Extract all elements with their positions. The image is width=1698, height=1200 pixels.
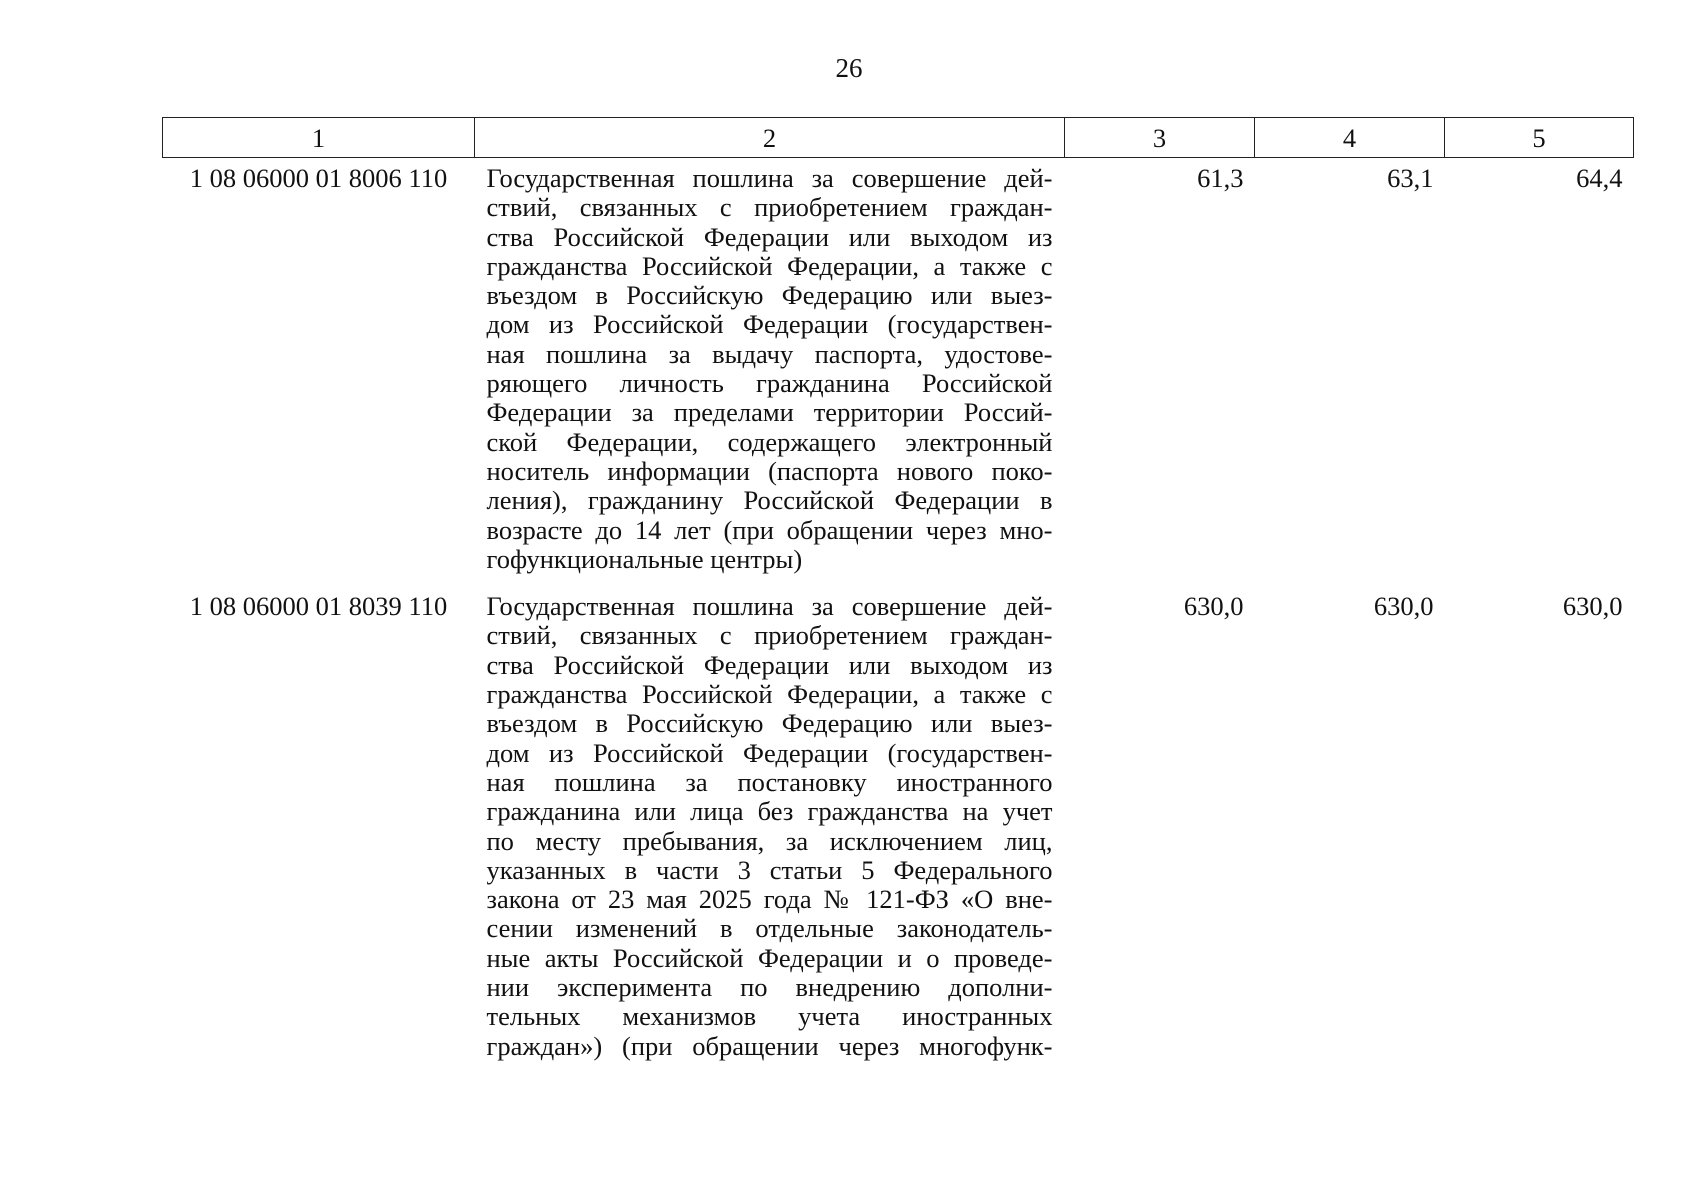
table-header-row <box>163 118 1634 158</box>
description-line: дом из Российской Федерации (государствен- <box>486 309 1053 340</box>
description-line: указанных в части 3 статьи 5 Федерального <box>486 854 1053 885</box>
description-line: возрасте до 14 лет (при обращении через мно- <box>486 514 1053 545</box>
description-line: гражданина или лица без гражданства на учет <box>486 796 1053 827</box>
description-line: ряющего личность гражданина Российской <box>486 368 1053 399</box>
table-row <box>163 158 1634 587</box>
description-line: ствий, связанных с приобретением граждан- <box>486 620 1053 651</box>
value-col-4: 630,0 <box>1373 591 1434 622</box>
value-col-5: 630,0 <box>1562 591 1623 622</box>
description-line: закона от 23 мая 2025 года № 121-ФЗ «О вне- <box>486 884 1053 915</box>
value-col-4: 63,1 <box>1387 163 1434 193</box>
description-line: въездом в Российскую Федерацию или выез- <box>486 708 1053 739</box>
row-description <box>475 158 1065 587</box>
budget-table <box>162 117 1634 1061</box>
column-header-5: 5 <box>1445 118 1634 158</box>
table-row <box>163 586 1634 1061</box>
column-header-4: 4 <box>1255 118 1445 158</box>
page-number: 26 <box>835 53 863 83</box>
description-line: ная пошлина за постановку иностранного <box>486 766 1053 797</box>
description-line: гражданства Российской Федерации, а также с <box>486 250 1053 281</box>
row-description <box>475 586 1065 1061</box>
value-col-3: 630,0 <box>1183 591 1244 622</box>
description-line: ства Российской Федерации или выходом из <box>486 649 1053 680</box>
description-line: Федерации за пределами территории Россий- <box>486 397 1053 428</box>
description-line: Государственная пошлина за совершение дей- <box>486 591 1053 622</box>
budget-code: 1 08 06000 01 8039 110 <box>189 591 448 622</box>
description-line: тельных механизмов учета иностранных <box>486 1001 1053 1032</box>
description-line: граждан») (при обращении через многофунк- <box>486 1030 1053 1061</box>
description-line: ная пошлина за выдачу паспорта, удостове- <box>486 338 1053 369</box>
description-line: гражданства Российской Федерации, а также с <box>486 679 1053 710</box>
column-header-3: 3 <box>1065 118 1255 158</box>
description-line: нии эксперимента по внедрению дополни- <box>486 972 1053 1003</box>
description-line: ления), гражданину Российской Федерации в <box>486 485 1053 516</box>
description-line: сении изменений в отдельные законодатель- <box>486 913 1053 944</box>
description-line: по месту пребывания, за исключением лиц, <box>486 825 1053 856</box>
column-header-2: 2 <box>475 118 1065 158</box>
description-line: ской Федерации, содержащего электронный <box>486 426 1053 457</box>
description-line: ствий, связанных с приобретением граждан- <box>486 192 1053 223</box>
description-line: дом из Российской Федерации (государствен- <box>486 737 1053 768</box>
column-header-1: 1 <box>163 118 475 158</box>
description-line: Государственная пошлина за совершение дей- <box>486 163 1053 193</box>
description-line: ства Российской Федерации или выходом из <box>486 221 1053 252</box>
description-line: ные акты Российской Федерации и о проведе- <box>486 942 1053 973</box>
value-col-5: 64,4 <box>1576 163 1623 193</box>
description-line: гофункциональные центры) <box>486 543 803 574</box>
description-line: въездом в Российскую Федерацию или выез- <box>486 280 1053 311</box>
description-line: носитель информации (паспорта нового поко- <box>486 455 1053 486</box>
budget-code: 1 08 06000 01 8006 110 <box>189 163 448 193</box>
value-col-3: 61,3 <box>1197 163 1244 193</box>
